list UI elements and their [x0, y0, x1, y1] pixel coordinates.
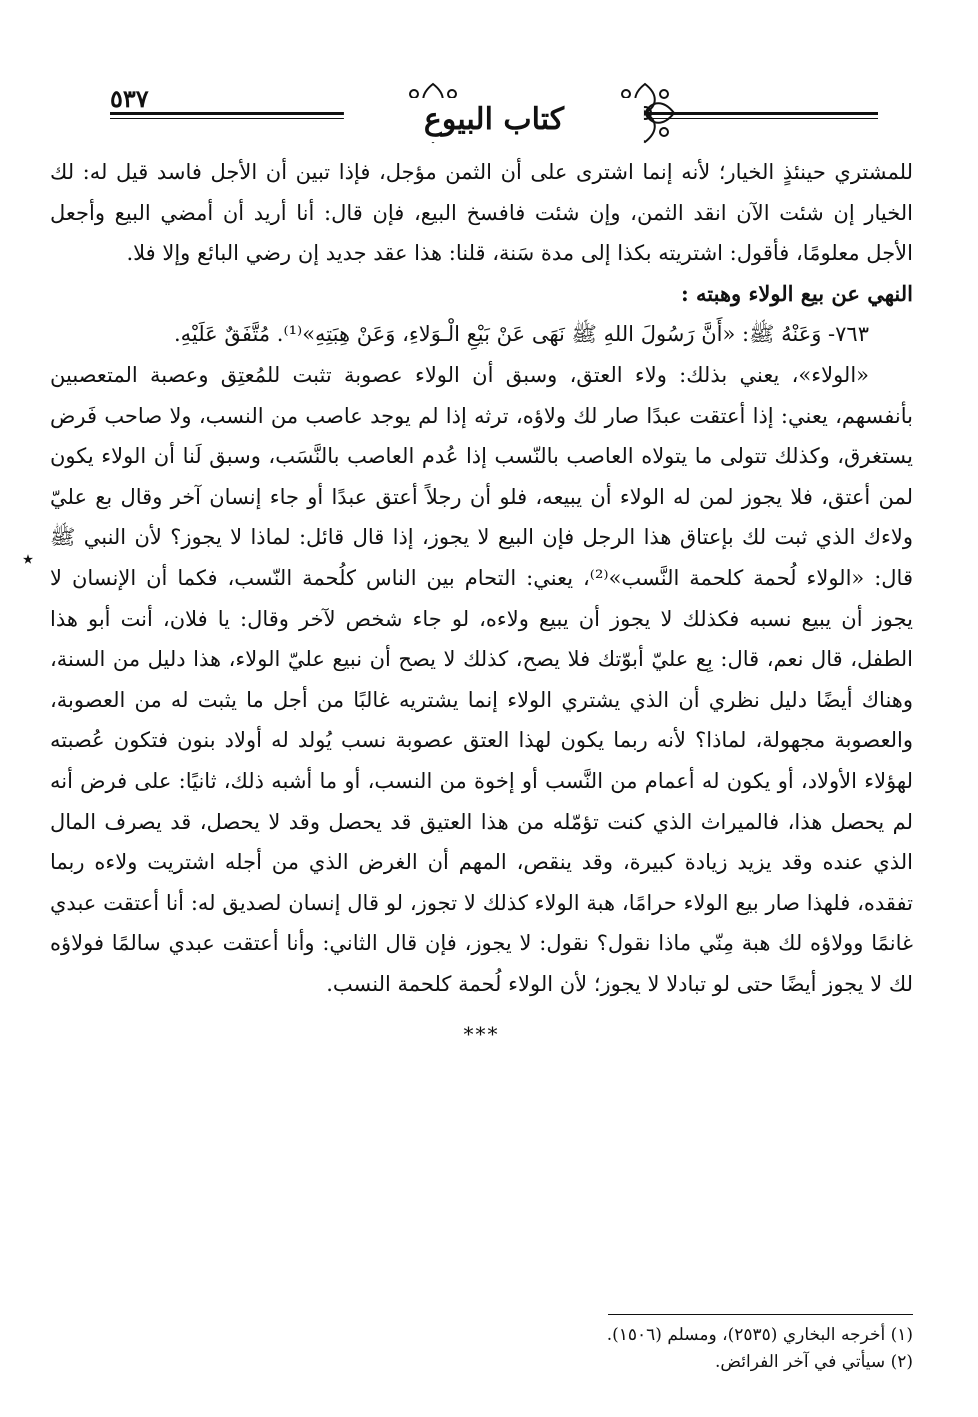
paragraph-2: «الولاء»، يعني بذلك: ولاء العتق، وسبق أن الولاء عصوبة تثبت للمُعتِق وعصبة المتعصبين بأنفسهم، يعني: إذا أعتقت عبدًا صار لك ولاؤه، ترثه إذا لم يوجد عاصب من النسب، ولا صاحب فَرض يستغرق، وكذلك تتولى ما يتولاه العاصب بالنّسب إذا عُدم العاصب بالنَّسَب، وسبق لَنا أن الولاء يكون لمن أعتق، فلا يجوز لمن له الولاء أن يبيعه، فلو أن رجلاً أعتق عبدًا أو جاء إنسان آخر وقال بع عليّ ولاءك الذي ثبت لك بإعتاق هذا الرجل فإن البيع لا يجوز، إذا قال قائل: لماذا لا يجوز؟ لأن النبي ﷺ قال: «الولاء لُحمة كلحمة النَّسب»⁽²⁾، يعني: التحام بين الناس كلُحمة النّسب، فكما أن الإنسان لا يجوز أن يبيع نسبه فكذلك لا يجوز أن يبيع ولاءه، لو جاء شخص لآخر وقال: يا فلان، أنت أبو هذا الطفل، قال نعم، قال: بِع عليّ أبوّتك فلا يصح، كذلك لا يصح أن نبيع عليّ الولاء، هذا دليل من السنة، وهناك أيضًا دليل نظري أن الذي يشتري الولاء إنما يشتريه غالبًا من أجل ما يثبت له من العصوبة، والعصوبة مجهولة، لماذا؟ لأنه ربما يكون لهذا العتق عصوبة نسب يُولد له أولاد بنون فتكون عُصبته لهؤلاء الأولاد، أو يكون له أعمام من النَّسب أو إخوة من النسب، أو ما أشبه ذلك، ثانيًا: على فرض أنه لم يحصل هذا، فالميراث الذي كنت تؤمّله من هذا العتيق قد يحصل وقد لا يحصل، قد يصرف المال الذي عنده وقد يزيد زيادة كبيرة، وقد ينقص، المهم أن الغرض الذي من أجله اشتريت ولاءه ربما تفقده، فلهذا صار بيع الولاء حرامًا، هبة الولاء كذلك لا تجوز، لو قال إنسان لصديق له: أنا أعتقت عبدي غانمًا وولاؤه لك هبة مِنّي ماذا نقول؟ نقول: لا يجوز، فإن قال الثاني: وأنا أعتقت عبدي سالمًا فولاؤه لك لا يجوز أيضًا حتى لو تبادلا لا يجوز؛ لأن الولاء لُحمة كلحمة النسب.	[50, 362, 913, 996]
paragraph-1: للمشتري حينئذٍ الخيار؛ لأنه إنما اشترى على أن الثمن مؤجل، فإذا تبين أن الأجل فاسد قيل له: لك الخيار إن شئت الآن انقد الثمن، وإن شئت فافسخ البيع، فإن قال: أنا أريد أن أمضي البيع وأجعل الأجل معلومًا، فأقول: اشتريته بكذا إلى مدة سَنة، قلنا: هذا عقد جديد إن رضي البائع وإلا فلا.	[50, 160, 913, 266]
footnote-divider	[608, 1314, 913, 1315]
footnote-1: (١) أخرجه البخاري (٢٥٣٥)، ومسلم (١٥٠٦).	[606, 1325, 913, 1345]
footnote-2: (٢) سيأتي في آخر الفرائض.	[715, 1352, 913, 1372]
hadith-text: ٧٦٣- وَعَنْهُ ﷺ: «أَنَّ رَسُولَ اللهِ ﷺ نَهَى عَنْ بَيْعِ الْـوَلاءِ، وَعَنْ هِبَتِهِ»⁽¹⁾. مُتَّفَقٌ عَلَيْهِ.	[173, 322, 869, 347]
page-body	[50, 152, 913, 1055]
page-number: ٥٣٧	[110, 84, 149, 113]
section-separator: ***	[463, 1022, 500, 1047]
page-header	[110, 80, 878, 160]
footnotes	[113, 1322, 913, 1376]
book-title: كتاب البيوع	[344, 98, 644, 142]
margin-mark: ٭	[22, 547, 34, 572]
section-heading: النهي عن بيع الولاء وهبته :	[680, 280, 913, 306]
